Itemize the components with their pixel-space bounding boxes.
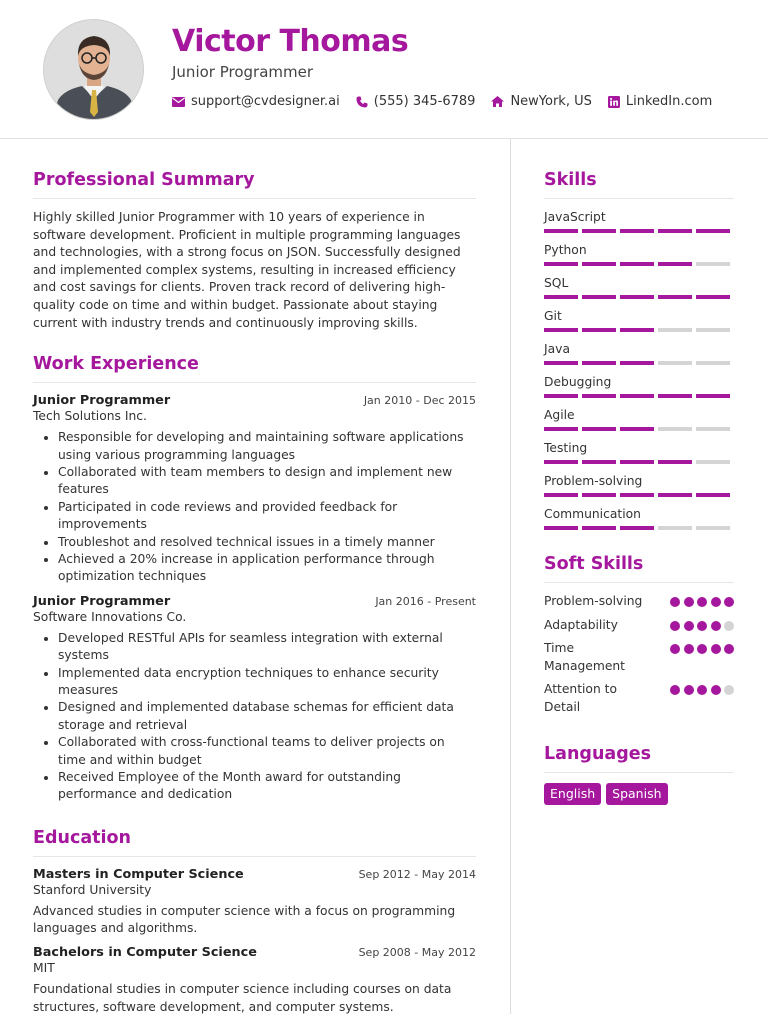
summary-text: Highly skilled Junior Programmer with 10 years of experience in software development. Proficient in multiple programming languages and technologies, with a strong focus on JSON. Successfully designed and implemented complex systems, resulting in increased efficiency and cost savings for clients. Proven track record of delivering high-quality code on time and within budget. Passionate about staying current with industry trends and continuously improving skills. [33, 210, 461, 330]
list-item: Collaborated with cross-functional teams to deliver projects on time and within budget [33, 734, 476, 769]
rating-dot [711, 621, 721, 631]
rating-dot [724, 644, 734, 654]
rating-dot [684, 644, 694, 654]
skill-level-segment [582, 460, 616, 464]
list-item: Designed and implemented database schemas for efficient data storage and retrieval [33, 699, 476, 734]
location-text: NewYork, US [510, 94, 592, 109]
skill-level-bar [544, 460, 734, 464]
skill-level-segment [544, 526, 578, 530]
skill-item [544, 407, 734, 431]
job-header [33, 393, 476, 408]
rating-dot [670, 621, 680, 631]
skill-level-segment [582, 394, 616, 398]
contact-linkedin[interactable] [608, 94, 712, 109]
rating-dot [724, 597, 734, 607]
soft-skill-name: Problem-solving [544, 594, 643, 608]
soft-skill-name: Attention to Detail [544, 682, 618, 714]
job-title: Junior Programmer [33, 393, 171, 409]
list-item: Achieved a 20% increase in application performance through optimization techniques [33, 551, 476, 586]
job-bullets [33, 429, 476, 586]
skill-name: Agile [544, 408, 575, 422]
skill-level-bar [544, 394, 734, 398]
skill-name: Git [544, 309, 562, 323]
education-date: Sep 2012 - May 2014 [358, 867, 476, 881]
job-header [33, 594, 476, 609]
skill-item [544, 440, 734, 464]
skill-level-segment [582, 262, 616, 266]
skill-level-segment [620, 262, 654, 266]
section-title: Soft Skills [544, 554, 734, 583]
section-title: Work Experience [33, 354, 476, 383]
skill-item [544, 341, 734, 365]
skill-level-segment [658, 262, 692, 266]
candidate-title: Junior Programmer [172, 63, 314, 81]
profile-photo [44, 20, 144, 120]
soft-skill-rating [667, 617, 735, 635]
soft-skill-item [544, 617, 734, 635]
skill-level-segment [658, 460, 692, 464]
education-header [33, 867, 476, 882]
experience-section [33, 354, 476, 804]
skill-level-bar [544, 361, 734, 365]
skill-item [544, 473, 734, 497]
skill-level-segment [696, 295, 730, 299]
skill-level-segment [620, 427, 654, 431]
skill-level-bar [544, 262, 734, 266]
skills-section [544, 170, 734, 530]
phone-text: (555) 345-6789 [373, 94, 476, 109]
skill-level-segment [658, 493, 692, 497]
rating-dot [697, 621, 707, 631]
skill-level-segment [658, 328, 692, 332]
skill-level-segment [696, 427, 730, 431]
skill-level-segment [620, 460, 654, 464]
skill-item [544, 209, 734, 233]
envelope-icon [172, 97, 185, 107]
job-title: Junior Programmer [33, 593, 171, 609]
degree: Masters in Computer Science [33, 866, 244, 882]
skill-level-segment [620, 493, 654, 497]
skill-level-segment [582, 493, 616, 497]
skill-name: Python [544, 243, 587, 257]
column-divider [510, 139, 511, 1014]
skill-level-segment [696, 262, 730, 266]
job-date: Jan 2016 - Present [375, 594, 476, 608]
languages-section [544, 744, 734, 805]
skill-name: SQL [544, 276, 569, 290]
soft-skill-rating [667, 593, 735, 611]
school: Stanford University [33, 882, 152, 897]
section-title: Education [33, 828, 476, 857]
skill-name: Communication [544, 507, 641, 521]
list-item: Received Employee of the Month award for outstanding performance and dedication [33, 769, 476, 804]
skill-level-segment [696, 328, 730, 332]
language-badge: English [544, 783, 601, 805]
skill-level-segment [544, 493, 578, 497]
skill-level-segment [620, 394, 654, 398]
skill-level-segment [658, 526, 692, 530]
rating-dot [724, 621, 734, 631]
skill-level-segment [544, 361, 578, 365]
soft-skill-name: Time Management [544, 641, 626, 673]
skill-level-segment [544, 427, 578, 431]
linkedin-icon [608, 96, 620, 108]
soft-skill-item [544, 593, 734, 611]
section-title: Languages [544, 744, 734, 773]
soft-skills-list [544, 593, 734, 716]
skill-level-segment [658, 394, 692, 398]
skill-item [544, 374, 734, 398]
section-title: Professional Summary [33, 170, 476, 199]
section-title: Skills [544, 170, 734, 199]
rating-dot [697, 597, 707, 607]
skill-level-segment [696, 493, 730, 497]
rating-dot [684, 621, 694, 631]
skill-name: Debugging [544, 375, 612, 389]
skill-level-segment [696, 526, 730, 530]
skill-level-segment [582, 526, 616, 530]
education-date: Sep 2008 - May 2012 [358, 946, 476, 960]
job-company: Software Innovations Co. [33, 609, 187, 624]
job-entry [33, 594, 476, 804]
rating-dot [711, 644, 721, 654]
skill-level-segment [582, 427, 616, 431]
skill-level-segment [696, 229, 730, 233]
list-item: Responsible for developing and maintaining software applications using various programming languages [33, 429, 476, 464]
avatar [43, 19, 144, 120]
skill-level-segment [620, 361, 654, 365]
skill-level-segment [658, 229, 692, 233]
soft-skill-item [544, 681, 734, 716]
skill-item [544, 506, 734, 530]
school: MIT [33, 961, 55, 976]
skill-level-segment [582, 229, 616, 233]
education-header [33, 945, 476, 960]
education-entry [33, 945, 476, 1014]
main-column [33, 170, 476, 1014]
job-entry [33, 393, 476, 586]
rating-dot [670, 597, 680, 607]
rating-dot [711, 597, 721, 607]
list-item: Participated in code reviews and provided feedback for improvements [33, 499, 476, 534]
skill-level-segment [582, 361, 616, 365]
rating-dot [697, 685, 707, 695]
skill-level-segment [696, 361, 730, 365]
skill-level-segment [658, 361, 692, 365]
skill-level-segment [658, 427, 692, 431]
skill-level-bar [544, 328, 734, 332]
job-company: Tech Solutions Inc. [33, 409, 147, 424]
soft-skills-section [544, 554, 734, 716]
soft-skill-item [544, 640, 734, 675]
skill-level-segment [544, 394, 578, 398]
skill-name: Java [544, 342, 570, 356]
resume-header [0, 0, 768, 139]
skill-name: JavaScript [544, 210, 606, 224]
skill-level-segment [620, 295, 654, 299]
list-item: Collaborated with team members to design and implement new features [33, 464, 476, 499]
contact-email[interactable] [172, 94, 340, 109]
contact-info [172, 94, 728, 109]
skill-level-segment [620, 229, 654, 233]
soft-skill-rating [667, 640, 735, 675]
rating-dot [670, 685, 680, 695]
education-description: Advanced studies in computer science with a focus on programming languages and algorithms. [33, 903, 456, 936]
skill-level-segment [582, 328, 616, 332]
skill-level-bar [544, 229, 734, 233]
skill-name: Testing [544, 441, 588, 455]
skill-level-bar [544, 493, 734, 497]
home-icon [491, 96, 504, 107]
education-section [33, 828, 476, 1014]
rating-dot [697, 644, 707, 654]
skill-level-bar [544, 295, 734, 299]
skill-item [544, 308, 734, 332]
rating-dot [684, 685, 694, 695]
skill-level-segment [544, 295, 578, 299]
linkedin-text: LinkedIn.com [625, 94, 713, 109]
language-list [544, 783, 734, 805]
degree: Bachelors in Computer Science [33, 945, 257, 961]
skill-level-segment [582, 295, 616, 299]
contact-location [491, 94, 591, 109]
skill-item [544, 242, 734, 266]
language-badge: Spanish [606, 783, 667, 805]
rating-dot [684, 597, 694, 607]
skill-level-segment [696, 394, 730, 398]
contact-phone[interactable] [356, 94, 476, 109]
rating-dot [724, 685, 734, 695]
skill-level-segment [544, 229, 578, 233]
skill-name: Problem-solving [544, 474, 643, 488]
job-bullets [33, 630, 476, 804]
job-date: Jan 2010 - Dec 2015 [363, 394, 476, 408]
list-item: Troubleshot and resolved technical issues in a timely manner [33, 534, 476, 551]
soft-skill-name: Adaptability [544, 617, 618, 632]
skill-level-segment [658, 295, 692, 299]
skill-level-segment [620, 526, 654, 530]
skill-level-segment [696, 460, 730, 464]
skill-level-bar [544, 526, 734, 530]
skill-item [544, 275, 734, 299]
candidate-name: Victor Thomas [172, 24, 409, 59]
list-item: Developed RESTful APIs for seamless integration with external systems [33, 630, 476, 665]
skill-level-segment [544, 262, 578, 266]
email-text: support@cvdesigner.ai [191, 94, 340, 109]
skill-level-segment [620, 328, 654, 332]
education-entry [33, 867, 476, 938]
education-description: Foundational studies in computer science including courses on data structures, software development, and computer systems. [33, 982, 452, 1014]
rating-dot [711, 685, 721, 695]
skills-list [544, 209, 734, 530]
sidebar-column [544, 170, 734, 805]
summary-section [33, 170, 476, 332]
list-item: Implemented data encryption techniques to enhance security measures [33, 665, 476, 700]
soft-skill-rating [667, 681, 735, 716]
phone-icon [356, 96, 368, 108]
skill-level-bar [544, 427, 734, 431]
skill-level-segment [544, 328, 578, 332]
skill-level-segment [544, 460, 578, 464]
rating-dot [670, 644, 680, 654]
